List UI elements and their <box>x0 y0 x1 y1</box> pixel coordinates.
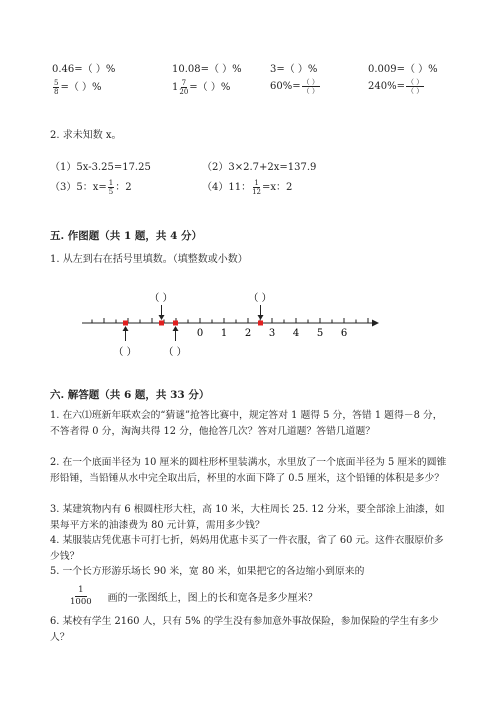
equation-2: （2）3×2.7+2x=137.9 <box>202 162 317 173</box>
section-5-heading: 五. 作图题（共 1 题，共 4 分） <box>50 230 203 242</box>
answer-paren-top-2: （ ） <box>248 293 272 304</box>
marked-point-1 <box>123 321 128 326</box>
tick-label-0: 0 <box>196 328 204 339</box>
marked-point-2 <box>159 321 164 326</box>
fraction: $\frac{( )}{( )}$ <box>302 78 319 95</box>
number-line-labels <box>197 328 347 339</box>
number-line-ticks <box>92 318 368 323</box>
fill-item-6: 1 $\frac{7}{20}$ =（ ）% <box>172 79 231 96</box>
fill-item-4: 0.009=（ ）% <box>368 64 438 75</box>
marked-point-3 <box>173 321 178 326</box>
fill-item-2: 10.08=（ ）% <box>172 64 242 75</box>
problem-5: 5. 一个长方形游乐场长 90 米，宽 80 米，如果把它的各边缩小到原来的 <box>50 566 365 577</box>
answer-paren-bottom-2: （ ） <box>163 347 187 358</box>
answer-paren-bottom-1: （ ） <box>113 347 137 358</box>
tick-label-4: 4 <box>292 328 300 339</box>
number-line-arrowhead <box>372 320 379 327</box>
fill-item-7: 60%= $\frac{( )}{( )}$ <box>270 78 319 95</box>
tick-label-3: 3 <box>268 328 276 339</box>
problem-3: 3. 某建筑物内有 6 根圆柱形大柱，高 10 米，大柱周长 25. 12 分米，要全部涂上油漆，如果每平方米的油漆费为 80 元计算，需用多少钱？ <box>50 504 445 531</box>
fraction: $\frac{1}{12}$ <box>252 179 262 196</box>
problem-1: 1. 在六⑴班新年联欢会的“猜谜”抢答比赛中，规定答对 1 题得 5 分，答错 1 题得－8 分，不答者得 0 分，淘淘共得 12 分，他抢答几次？答对几道题？答错几道题？ <box>50 410 443 437</box>
fill-item-3: 3=（ ）% <box>270 64 318 75</box>
fraction: $\frac{7}{20}$ <box>179 79 189 96</box>
section-5-question-1: 1. 从左到右在括号里填数。（填整数或小数） <box>50 254 248 265</box>
question-2-title: 2. 求未知数 x。 <box>50 130 122 141</box>
fill-item-1: 0.46=（ ）% <box>52 64 116 75</box>
answer-paren-top-1: （ ） <box>149 293 173 304</box>
equation-3: （3）5：x= $\frac{1}{5}$ ：2 <box>50 179 132 196</box>
fraction: $\frac{5}{8}$ <box>54 79 59 96</box>
down-arrow-head-1 <box>159 315 165 320</box>
problem-6: 6. 某校有学生 2160 人，只有 5% 的学生没有参加意外事故保险，参加保险的学生有多少人？ <box>50 616 439 643</box>
tick-label-1: 1 <box>220 328 228 339</box>
fraction: $\frac{1}{5}$ <box>108 179 114 196</box>
down-arrow-head-2 <box>258 315 264 320</box>
problem-5-scale: 1 1000 画的一张图纸上，图上的长和宽各是多少厘米？ <box>70 585 318 607</box>
problem-2: 2. 在一个底面半径为 10 厘米的圆柱形杯里装满水，水里放了一个底面半径为 5 厘米的圆锥形铅锤，当铅锤从水中完全取出后，杯里的水面下降了 0.5 厘米，这个铅锤的体积是多少？ <box>50 457 447 484</box>
tick-label-5: 5 <box>316 328 324 339</box>
fill-item-8: 240%= $\frac{( )}{( )}$ <box>368 78 424 95</box>
marked-point-4 <box>258 321 263 326</box>
section-6-heading: 六. 解答题（共 6 题，共 33 分） <box>50 389 210 401</box>
up-arrow-head-1 <box>123 326 129 331</box>
scale-fraction: 1 1000 <box>70 585 92 607</box>
tick-label-6: 6 <box>340 328 348 339</box>
equation-4: （4）11： $\frac{1}{12}$ =x：2 <box>202 179 293 196</box>
tick-label-2: 2 <box>244 328 252 339</box>
fill-item-5: $\frac{5}{8}$ =（ ）% <box>54 79 102 96</box>
up-arrow-head-2 <box>173 326 179 331</box>
equation-1: （1）5x-3.25=17.25 <box>50 162 151 173</box>
fraction: $\frac{( )}{( )}$ <box>406 78 424 95</box>
number-line <box>70 285 390 365</box>
problem-4: 4. 某服装店凭优惠卡可打七折，妈妈用优惠卡买了一件衣服，省了 60 元。这件衣服原价多少钱？ <box>50 535 444 562</box>
